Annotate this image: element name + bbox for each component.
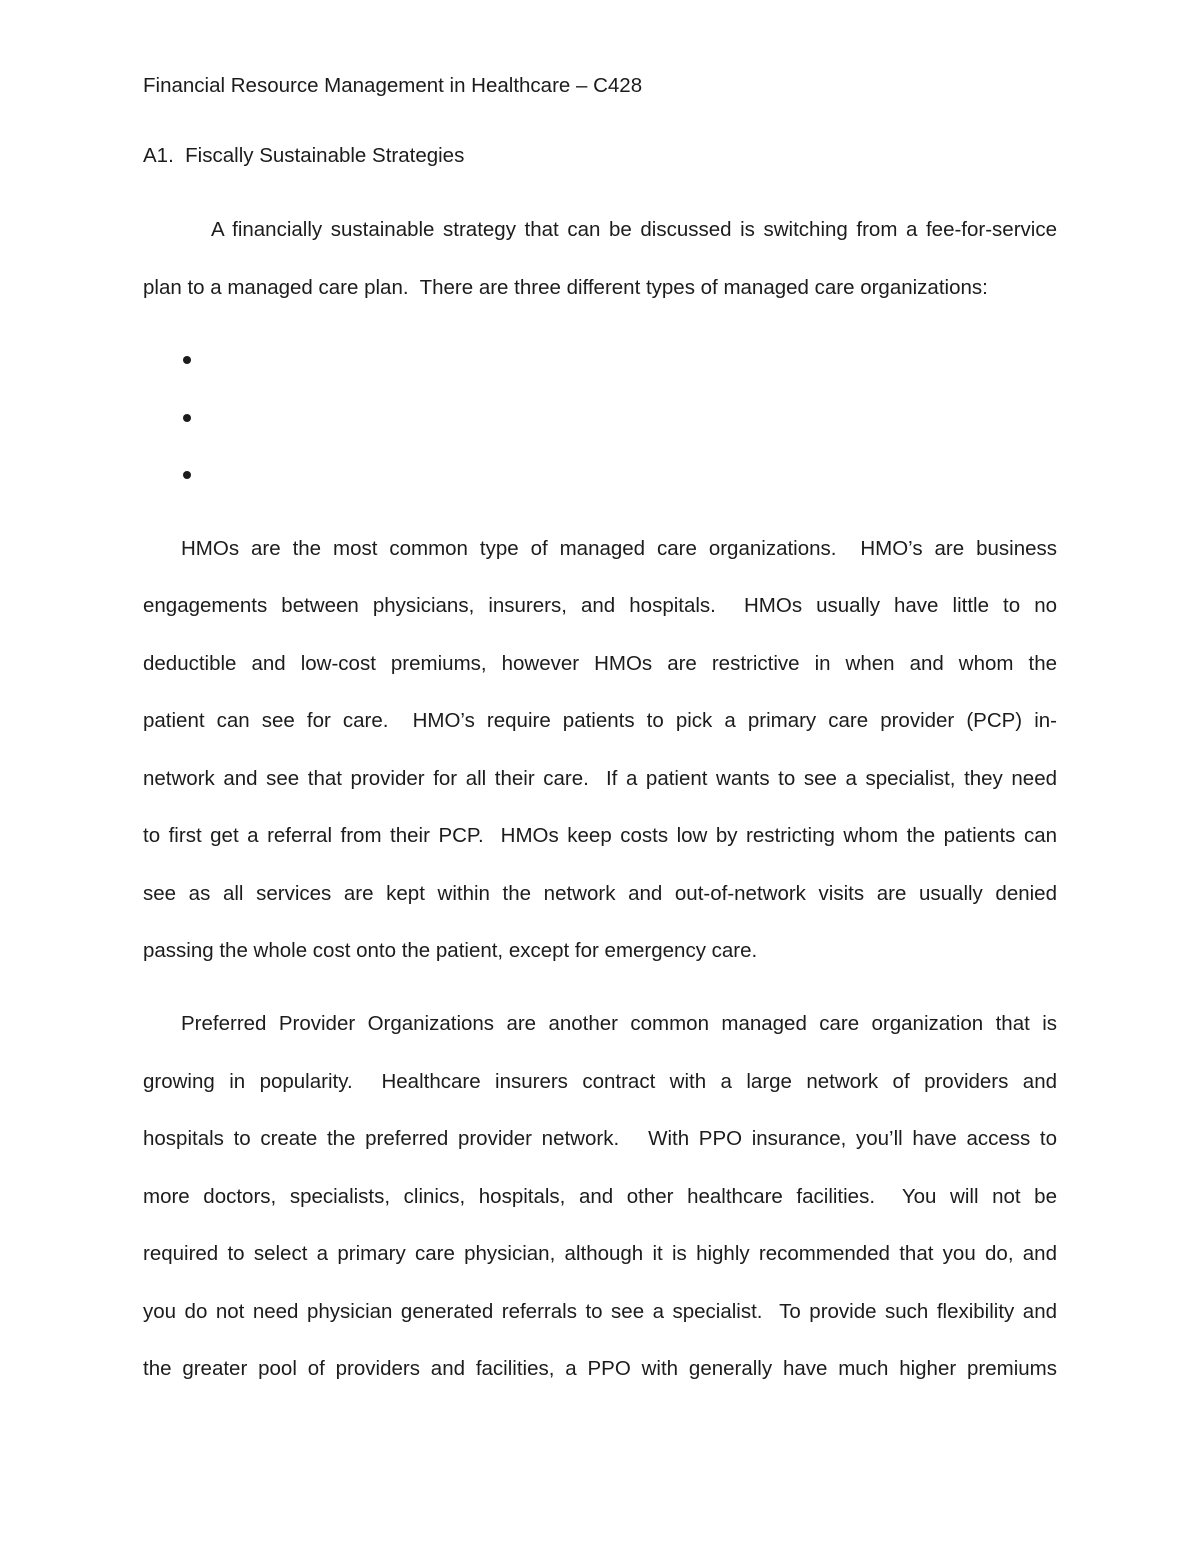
section-heading: A1. Fiscally Sustainable Strategies [143, 144, 465, 167]
list-item [143, 447, 1057, 505]
paragraph-line: Preferred Provider Organizations are another common managed care organization that is [181, 1012, 1057, 1035]
ppo-paragraph [143, 995, 1057, 1398]
paragraph-line: passing the whole cost onto the patient, except for emergency care. [143, 939, 758, 962]
paragraph-line: to first get a referral from their PCP. HMOs keep costs low by restricting whom the patients can [143, 824, 1057, 847]
paragraph-line: hospitals to create the preferred provider network. With PPO insurance, you’ll have access to [143, 1127, 1057, 1150]
paragraph-line: see as all services are kept within the network and out-of-network visits are usually denied [143, 881, 1057, 905]
paragraph-line: plan to a managed care plan. There are three different types of managed care organizations: [143, 275, 988, 299]
paragraph-line: required to select a primary care physician, although it is highly recommended that you do, and [143, 1242, 1057, 1265]
document-title: Financial Resource Management in Healthcare – C428 [143, 74, 643, 97]
list-item [143, 332, 1057, 390]
document-body [143, 57, 1057, 1413]
managed-care-types-list [143, 332, 1057, 505]
paragraph-line: HMOs are the most common type of managed care organizations. HMO’s are business [181, 536, 1057, 560]
paragraph-line: more doctors, specialists, clinics, hospitals, and other healthcare facilities. You will not be [143, 1184, 1057, 1208]
paragraph-line: the greater pool of providers and facilities, a PPO with generally have much higher premiums [143, 1357, 1057, 1380]
bullet-icon [183, 356, 191, 364]
paragraph-line: engagements between physicians, insurers, and hospitals. HMOs usually have little to no [143, 594, 1057, 617]
paragraph-line: patient can see for care. HMO’s require patients to pick a primary care provider (PCP) in- [143, 709, 1057, 732]
paragraph-line: network and see that provider for all their care. If a patient wants to see a specialist, they need [143, 766, 1057, 790]
bullet-icon [183, 414, 191, 422]
paragraph-line: growing in popularity. Healthcare insurers contract with a large network of providers and [143, 1069, 1057, 1093]
list-item [143, 389, 1057, 447]
paragraph-line: deductible and low-cost premiums, however HMOs are restrictive in when and whom the [143, 651, 1057, 675]
hmo-paragraph [143, 520, 1057, 980]
bullet-icon [183, 471, 191, 479]
paragraph-line: you do not need physician generated referrals to see a specialist. To provide such flexibility and [143, 1299, 1057, 1323]
paragraph-line: A financially sustainable strategy that can be discussed is switching from a fee-for-service [211, 218, 1057, 241]
intro-paragraph [143, 201, 1057, 316]
